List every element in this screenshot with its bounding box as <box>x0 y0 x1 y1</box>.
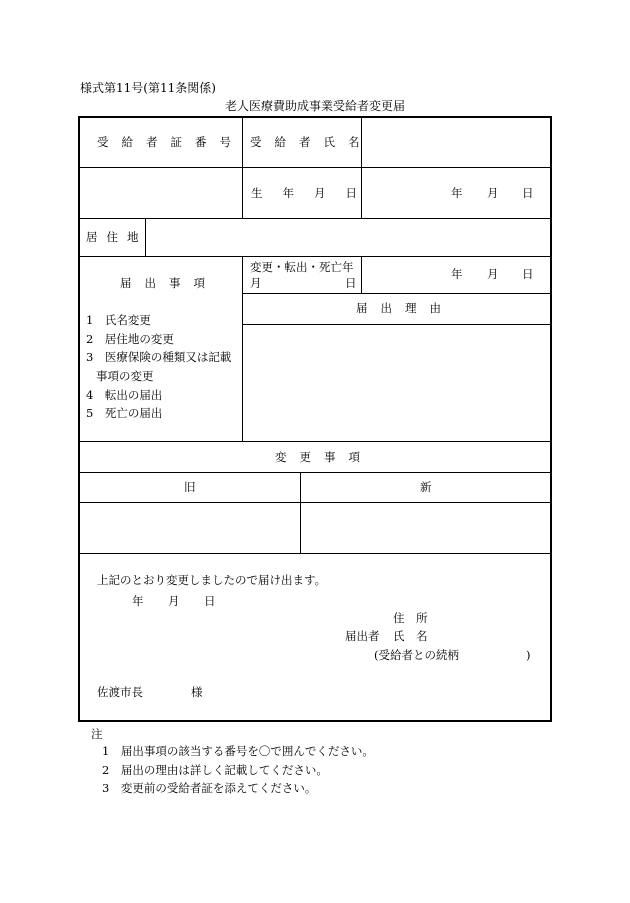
honorific-label: 様 <box>191 685 203 699</box>
note-1: 1 届出事項の該当する番号を〇で囲んでください。 <box>102 744 374 758</box>
decl-month-label: 月 <box>168 594 180 608</box>
rule-row3 <box>78 256 552 257</box>
notify-item-1: 1 氏名変更 <box>86 313 151 327</box>
change-year-label: 年 <box>451 267 463 281</box>
notify-item-3-cont: 事項の変更 <box>96 369 154 383</box>
rule-oldnew-header <box>78 502 552 503</box>
rule-change-header <box>78 472 552 473</box>
declaration-text: 上記のとおり変更しましたので届け出ます。 <box>97 573 327 587</box>
notify-item-5: 5 死亡の届出 <box>86 406 163 420</box>
reason-label: 届出理由 <box>356 301 454 315</box>
relation-open: (受給者との続柄 <box>374 648 459 662</box>
applicant-name-label: 氏 名 <box>393 629 428 643</box>
new-label: 新 <box>420 480 432 494</box>
rule-row2 <box>78 218 552 219</box>
old-label: 旧 <box>184 480 196 494</box>
birth-month-label: 月 <box>487 186 499 200</box>
rule-change-date <box>242 293 552 294</box>
change-items-label: 変更事項 <box>275 450 373 464</box>
relation-close: ) <box>526 648 531 662</box>
address-label: 居住地 <box>86 230 148 244</box>
change-day-label: 日 <box>522 267 534 281</box>
birth-day-label: 日 <box>522 186 534 200</box>
change-date-label-line1: 変更・転出・死亡年 <box>250 260 354 274</box>
notify-items-label: 届出事項 <box>120 276 218 290</box>
rule-col-right-top <box>361 116 362 218</box>
change-date-label-day: 日 <box>345 276 357 290</box>
note-2: 2 届出の理由は詳しく記載してください。 <box>102 763 328 777</box>
addressee-label: 佐渡市長 <box>97 685 143 699</box>
rule-reason-header <box>242 324 552 325</box>
notify-item-4: 4 転出の届出 <box>86 388 163 402</box>
document-title: 老人医療費助成事業受給者変更届 <box>224 99 405 113</box>
notify-item-2: 2 居住地の変更 <box>86 332 174 346</box>
decl-year-label: 年 <box>132 594 144 608</box>
form-reference: 様式第11号(第11条関係) <box>80 81 216 95</box>
change-date-label-month: 月 <box>250 276 262 290</box>
rule-row1 <box>78 167 552 168</box>
rule-col-items <box>242 256 243 441</box>
rule-col-oldnew <box>300 472 301 553</box>
applicant-label: 届出者 <box>345 629 380 643</box>
rule-col-change-date <box>361 256 362 293</box>
change-month-label: 月 <box>487 267 499 281</box>
birth-year-label: 年 <box>451 186 463 200</box>
recipient-name-label: 受給者氏名 <box>250 135 373 149</box>
applicant-address-label: 住 所 <box>393 611 428 625</box>
rule-items-bottom <box>78 441 552 442</box>
notify-item-3: 3 医療保険の種類又は記載 <box>86 350 232 364</box>
note-3: 3 変更前の受給者証を添えてください。 <box>102 781 317 795</box>
rule-col-mid-top <box>242 116 243 218</box>
cert-number-label: 受給者証番号 <box>97 135 244 149</box>
decl-day-label: 日 <box>204 594 216 608</box>
notes-heading: 注 <box>91 727 103 741</box>
birth-date-label: 生年月日 <box>251 186 377 200</box>
rule-oldnew-bottom <box>78 553 552 554</box>
